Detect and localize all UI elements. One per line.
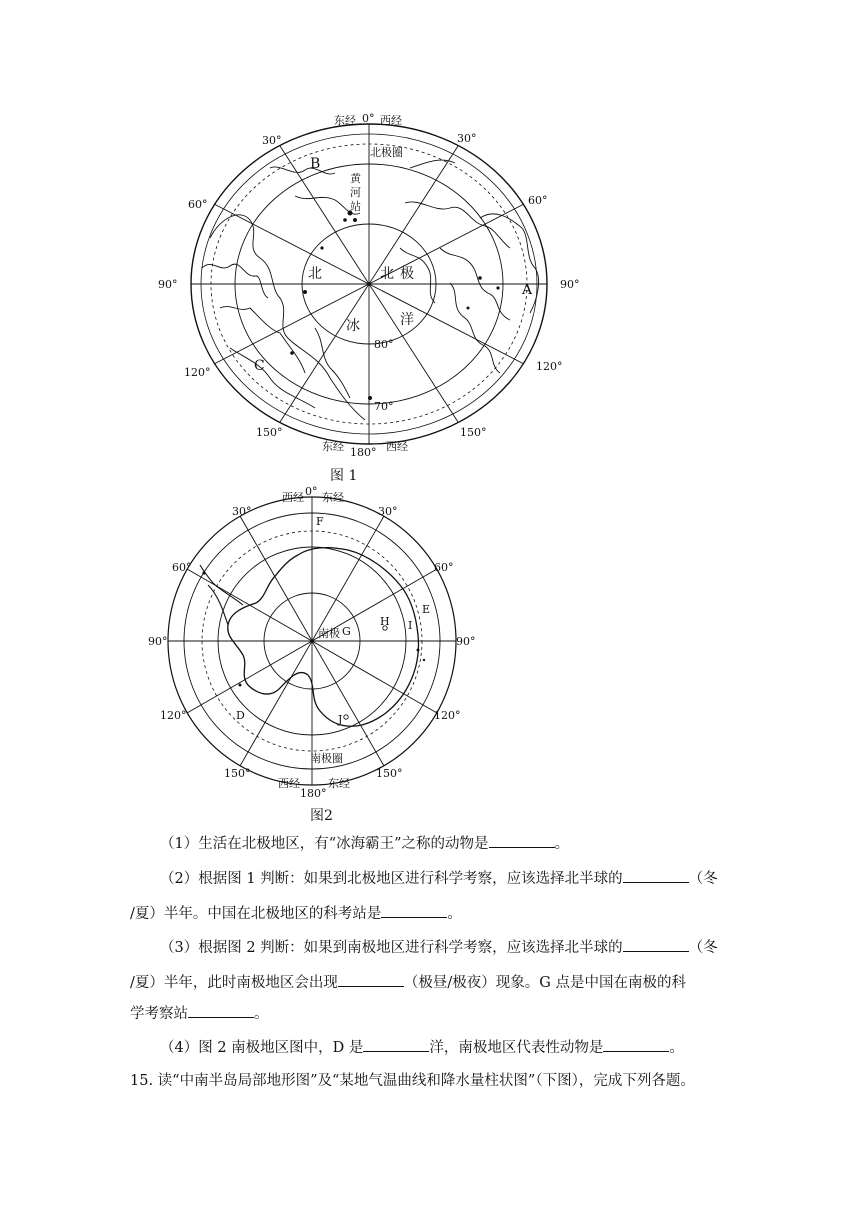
f1-bottom-west-label: 西经	[386, 440, 408, 453]
f2-deg-r30: 30°	[378, 505, 398, 518]
q4-text-c: 。	[669, 1040, 684, 1056]
figure-2-antarctic-map	[148, 485, 478, 803]
f1-ocean-char-3: 极	[400, 266, 414, 282]
f2-deg-l30: 30°	[232, 505, 252, 518]
question-2-line-2	[130, 903, 732, 924]
f2-bottom-west-label: 西经	[278, 777, 300, 790]
f1-deg-l90: 90°	[158, 278, 178, 291]
f1-deg-r90: 90°	[560, 278, 580, 291]
antarctic-map-svg	[148, 485, 478, 803]
f1-bottom-180-label: 180°	[350, 446, 377, 458]
q2-text-a: （2）根据图 1 判断：如果到北极地区进行科学考察，应该选择北半球的	[160, 871, 623, 887]
q2-answer-blank-1[interactable]	[623, 868, 689, 883]
f1-deg-l150: 150°	[256, 426, 283, 439]
q3-text-d: （极昼/极夜）现象。G 点是中国在南极的科	[403, 975, 686, 991]
question-15: 15. 读“中南半岛局部地形图”及“某地气温曲线和降水量柱状图”（下图），完成下列各题。	[130, 1073, 695, 1089]
f1-station-char-3: 站	[350, 200, 361, 213]
f1-bottom-east-label: 东经	[322, 440, 344, 453]
q2-text-b: （冬	[688, 871, 718, 887]
point-J-marker	[344, 715, 348, 719]
question-4	[160, 1037, 732, 1058]
question-3-line-2	[130, 972, 732, 993]
arctic-coastlines	[202, 160, 539, 420]
f2-point-G: G	[342, 625, 351, 638]
q3-text-f: 。	[254, 1006, 269, 1022]
f1-arctic-circle-label: 北极圈	[370, 146, 403, 159]
f1-deg-l60: 60°	[188, 198, 208, 211]
f1-point-A: A	[522, 282, 533, 298]
question-2-line-1	[160, 868, 732, 889]
f2-deg-l90: 90°	[148, 635, 168, 648]
q4-answer-blank-1[interactable]	[363, 1037, 429, 1052]
q3-answer-blank-3[interactable]	[188, 1003, 254, 1018]
f2-point-I: I	[408, 619, 413, 632]
q3-answer-blank-1[interactable]	[623, 937, 689, 952]
f1-top-west-label: 西经	[380, 114, 402, 127]
f1-ocean-char-1: 北	[308, 266, 322, 282]
arctic-map-svg	[150, 108, 590, 458]
f2-deg-r90: 90°	[456, 635, 476, 648]
f2-point-F: F	[316, 515, 324, 528]
f1-top-zero-label: 0°	[362, 112, 375, 125]
f2-deg-l60: 60°	[172, 561, 192, 574]
question-3-line-3	[130, 1003, 732, 1024]
f2-deg-l150: 150°	[224, 767, 251, 780]
f1-deg-r60: 60°	[528, 194, 548, 207]
f1-deg-r30: 30°	[457, 132, 477, 145]
f1-ocean-char-5: 洋	[400, 312, 414, 328]
q4-answer-blank-2[interactable]	[603, 1037, 669, 1052]
f2-point-D: D	[236, 709, 245, 722]
f2-antarctic-circle-label: 南极圈	[310, 752, 343, 765]
q3-text-c: /夏）半年，此时南极地区会出现	[130, 975, 338, 991]
meridians	[168, 497, 456, 785]
f1-station-char-1: 黄	[350, 172, 361, 185]
q4-text-b: 洋，南极地区代表性动物是	[429, 1040, 604, 1056]
q2-text-c: /夏）半年。中国在北极地区的科考站是	[130, 906, 382, 922]
antarctic-islands	[202, 571, 425, 686]
f1-deg-l120: 120°	[184, 366, 211, 379]
q1-answer-blank[interactable]	[489, 833, 555, 848]
f1-point-C: C	[254, 358, 265, 374]
figure-2-caption: 图2	[310, 808, 333, 824]
q3-text-e: 学考察站	[130, 1006, 188, 1022]
f2-deg-r150: 150°	[376, 767, 403, 780]
q3-text-a: （3）根据图 2 判断：如果到南极地区进行科学考察，应该选择北半球的	[160, 940, 623, 956]
f2-top-zero-label: 0°	[305, 485, 318, 498]
q2-answer-blank-2[interactable]	[381, 903, 447, 918]
f1-deg-r150: 150°	[460, 426, 487, 439]
meridians	[191, 124, 547, 444]
f1-point-B: B	[310, 156, 321, 172]
f1-deg-r120: 120°	[536, 360, 563, 373]
f1-ocean-char-2: 北	[380, 266, 394, 282]
f1-deg-l30: 30°	[262, 134, 282, 147]
q3-text-b: （冬	[688, 940, 718, 956]
f1-ocean-char-4: 冰	[346, 318, 360, 334]
f2-pole-label: 南极	[318, 627, 340, 640]
f1-station-char-2: 河	[350, 186, 361, 199]
q3-answer-blank-2[interactable]	[338, 972, 404, 987]
f2-top-west-label: 西经	[282, 491, 304, 504]
arctic-islands	[290, 211, 499, 401]
question-1	[160, 833, 732, 854]
figure-1-caption: 图 1	[330, 468, 358, 484]
f2-bottom-180-label: 180°	[300, 787, 327, 800]
f2-top-east-label: 东经	[322, 491, 344, 504]
f2-point-E: E	[422, 603, 431, 616]
q1-text-b: 。	[554, 836, 570, 852]
f2-bottom-east-label: 东经	[328, 777, 350, 790]
f2-point-J: J	[338, 713, 343, 726]
f2-deg-r120: 120°	[434, 709, 461, 722]
q1-text-a: （1）生活在北极地区，有“冰海霸王”之称的动物是	[160, 836, 489, 852]
q4-text-a: （4）图 2 南极地区图中，D 是	[160, 1040, 364, 1056]
f1-deg-70: 70°	[374, 400, 394, 413]
f1-top-east-label: 东经	[334, 114, 356, 127]
question-3-line-1	[160, 937, 732, 958]
f1-deg-80: 80°	[374, 338, 394, 351]
f2-point-H: H	[380, 615, 390, 628]
figure-1-arctic-map	[150, 108, 590, 458]
f2-deg-l120: 120°	[160, 709, 187, 722]
f2-deg-r60: 60°	[434, 561, 454, 574]
q2-text-d: 。	[447, 906, 462, 922]
